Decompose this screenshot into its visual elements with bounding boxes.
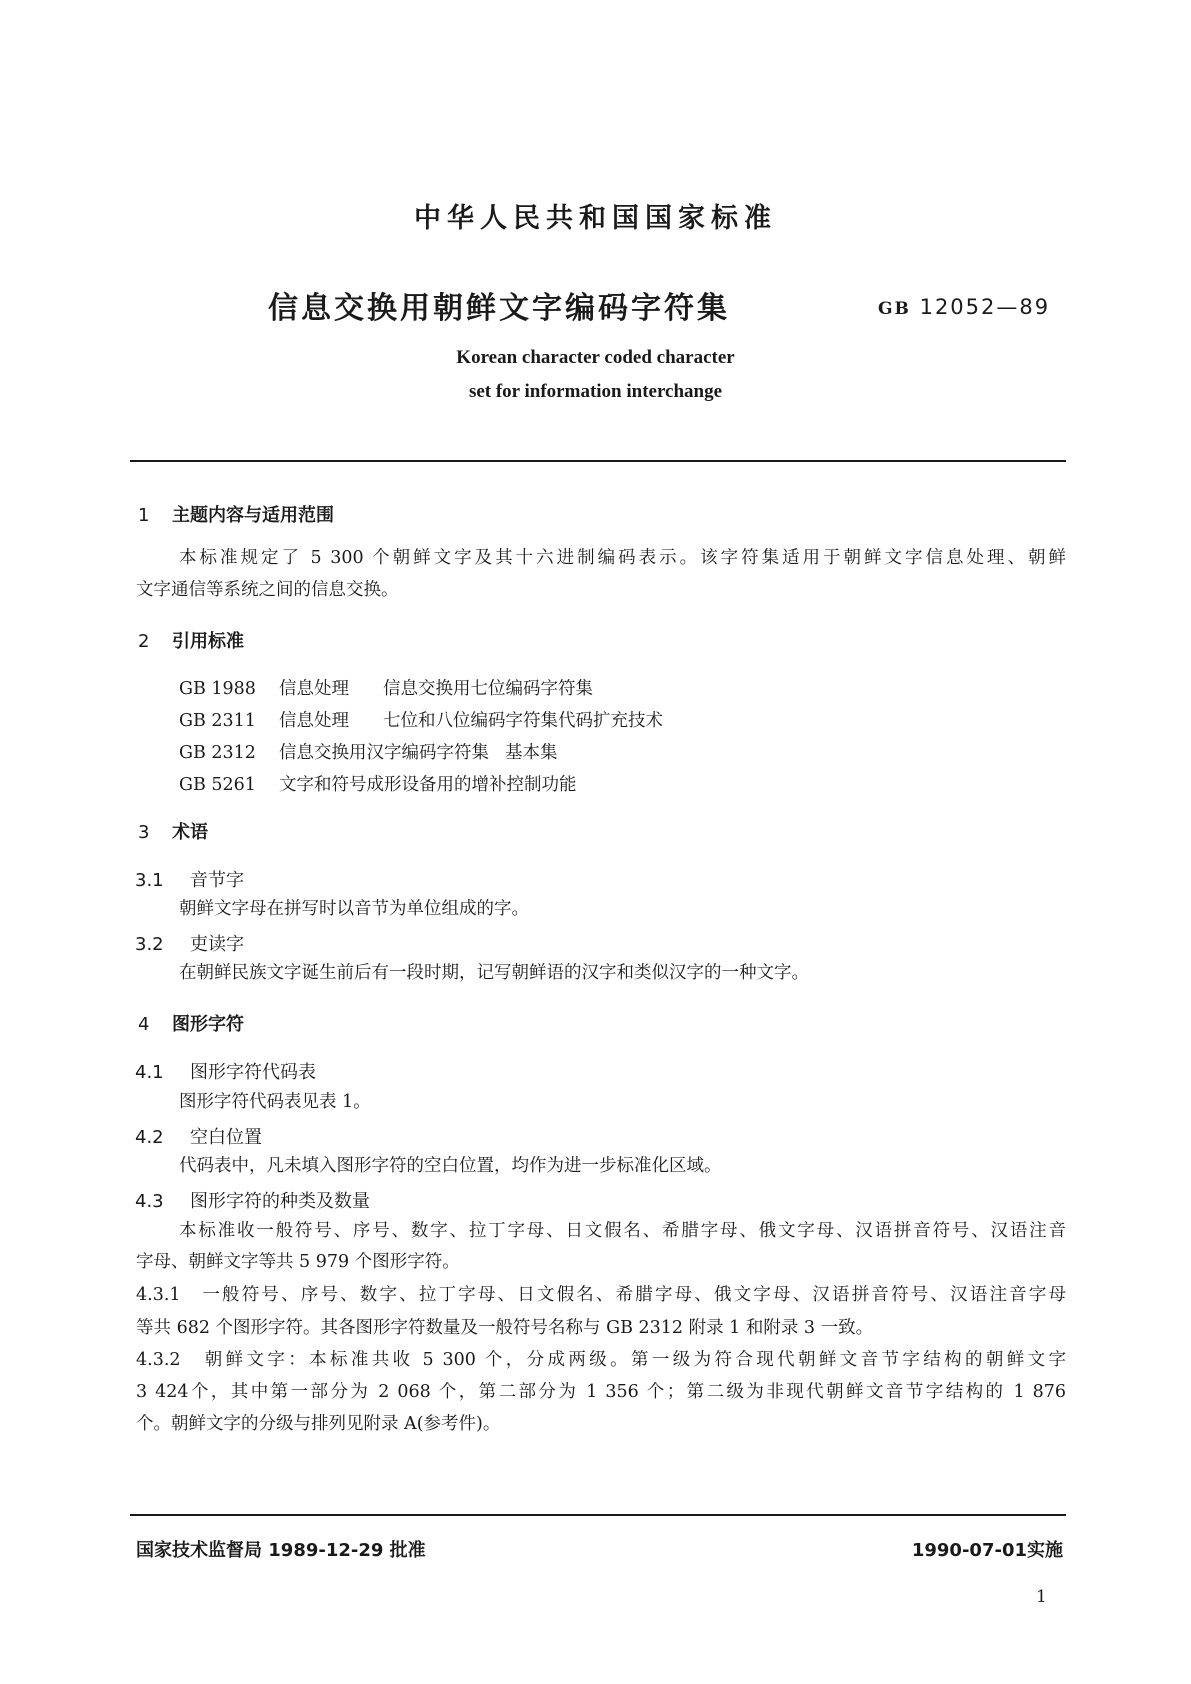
document-title-en-line2: set for information interchange <box>468 381 723 402</box>
subsection-3-2-heading <box>135 930 244 956</box>
section-1-title: 主题内容与适用范围 <box>172 505 334 526</box>
subsection-3-1-heading <box>135 866 244 892</box>
reference-code: GB 2311 <box>179 711 256 731</box>
reference-code: GB 1988 <box>179 679 256 699</box>
reference-code: GB 5261 <box>179 775 256 795</box>
subsection-4-3-2-line2: 3 424个，其中第一部分为 2 068 个，第二部分为 1 356 个；第二级为非现代朝鲜文音节字结构的 1 876 <box>136 1382 1066 1402</box>
section-2-title: 引用标准 <box>172 631 244 652</box>
reference-item <box>179 675 593 700</box>
subsection-4-2-title: 空白位置 <box>190 1127 262 1148</box>
national-standard-heading: 中华人民共和国国家标准 <box>414 203 777 234</box>
subsection-4-2-number: 4.2 <box>135 1127 164 1148</box>
section-2-number: 2 <box>138 631 150 652</box>
reference-item <box>179 707 663 732</box>
section-3-heading <box>138 818 208 844</box>
subsection-3-2-number: 3.2 <box>135 934 164 955</box>
subsection-4-3-line1: 本标准收一般符号、序号、数字、拉丁字母、日文假名、希腊字母、俄文字母、汉语拼音符号、汉语注音 <box>179 1221 1066 1241</box>
subsection-3-1-title: 音节字 <box>190 870 244 891</box>
section-1-paragraph-line2: 文字通信等系统之间的信息交换。 <box>136 580 399 600</box>
subsection-4-3-line2: 字母、朝鲜文字等共 5 979 个图形字符。 <box>136 1252 460 1272</box>
reference-title: 信息交换用七位编码字符集 <box>383 679 593 699</box>
subsection-4-3-number: 4.3 <box>135 1191 164 1212</box>
reference-item <box>179 771 577 796</box>
section-3-number: 3 <box>138 822 150 843</box>
reference-category: 信息处理 <box>279 711 349 731</box>
subsection-3-2-title: 吏读字 <box>190 934 244 955</box>
subsection-4-1-heading <box>135 1058 316 1084</box>
reference-title: 七位和八位编码字符集代码扩充技术 <box>383 711 663 731</box>
subsection-4-3-1-line2: 等共 682 个图形字符。其各图形字符数量及一般符号名称与 GB 2312 附录 1 和附录 3 一致。 <box>136 1318 874 1338</box>
standard-code: 12052—89 <box>919 295 1051 319</box>
subsection-4-1-text: 图形字符代码表见表 1。 <box>179 1092 371 1112</box>
subsection-4-3-2-line3: 个。朝鲜文字的分级与排列见附录 A(参考件)。 <box>136 1414 501 1434</box>
reference-title: 信息交换用汉字编码字符集 <box>279 743 489 763</box>
standard-number <box>878 295 1050 319</box>
subsection-4-2-heading <box>135 1123 262 1149</box>
subsection-4-2-text: 代码表中，凡未填入图形字符的空白位置，均作为进一步标准化区域。 <box>179 1156 722 1176</box>
footer-rule <box>130 1514 1066 1516</box>
reference-category: 信息处理 <box>279 679 349 699</box>
subsection-3-1-number: 3.1 <box>135 870 164 891</box>
section-1-number: 1 <box>138 505 150 526</box>
subsection-4-3-title: 图形字符的种类及数量 <box>190 1191 370 1212</box>
document-title-zh: 信息交换用朝鲜文字编码字符集 <box>268 291 730 326</box>
subsection-4-3-2-line1: 4.3.2 朝鲜文字：本标准共收 5 300 个，分成两级。第一级为符合现代朝鲜文音节字结构的朝鲜文字 <box>136 1350 1066 1370</box>
section-3-title: 术语 <box>172 822 208 843</box>
subsection-3-1-text: 朝鲜文字母在拼写时以音节为单位组成的字。 <box>179 899 529 919</box>
approval-statement: 国家技术监督局 1989-12-29 批准 <box>136 1540 426 1561</box>
subsection-4-1-number: 4.1 <box>135 1062 164 1083</box>
subsection-4-3-1-line1: 4.3.1 一般符号、序号、数字、拉丁字母、日文假名、希腊字母、俄文字母、汉语拼音符号、汉语注音字母 <box>136 1285 1066 1305</box>
reference-title: 文字和符号成形设备用的增补控制功能 <box>279 775 577 795</box>
standard-prefix: GB <box>878 299 911 319</box>
page-number: 1 <box>1036 1587 1047 1607</box>
reference-item <box>179 739 558 764</box>
subsection-3-2-text: 在朝鲜民族文字诞生前后有一段时期，记写朝鲜语的汉字和类似汉字的一种文字。 <box>179 963 809 983</box>
section-1-heading <box>138 501 334 527</box>
section-2-heading <box>138 627 244 653</box>
subsection-4-3-heading <box>135 1187 370 1213</box>
document-title-en-line1: Korean character coded character <box>456 347 735 368</box>
section-4-heading <box>138 1010 244 1036</box>
reference-subtitle: 基本集 <box>505 743 558 763</box>
header-rule <box>130 460 1066 462</box>
section-1-paragraph-line1: 本标准规定了 5 300 个朝鲜文字及其十六进制编码表示。该字符集适用于朝鲜文字信息处理、朝鲜 <box>179 548 1066 568</box>
implementation-date: 1990-07-01实施 <box>911 1540 1063 1561</box>
section-4-number: 4 <box>138 1014 150 1035</box>
section-4-title: 图形字符 <box>172 1014 244 1035</box>
reference-code: GB 2312 <box>179 743 256 763</box>
subsection-4-1-title: 图形字符代码表 <box>190 1062 316 1083</box>
